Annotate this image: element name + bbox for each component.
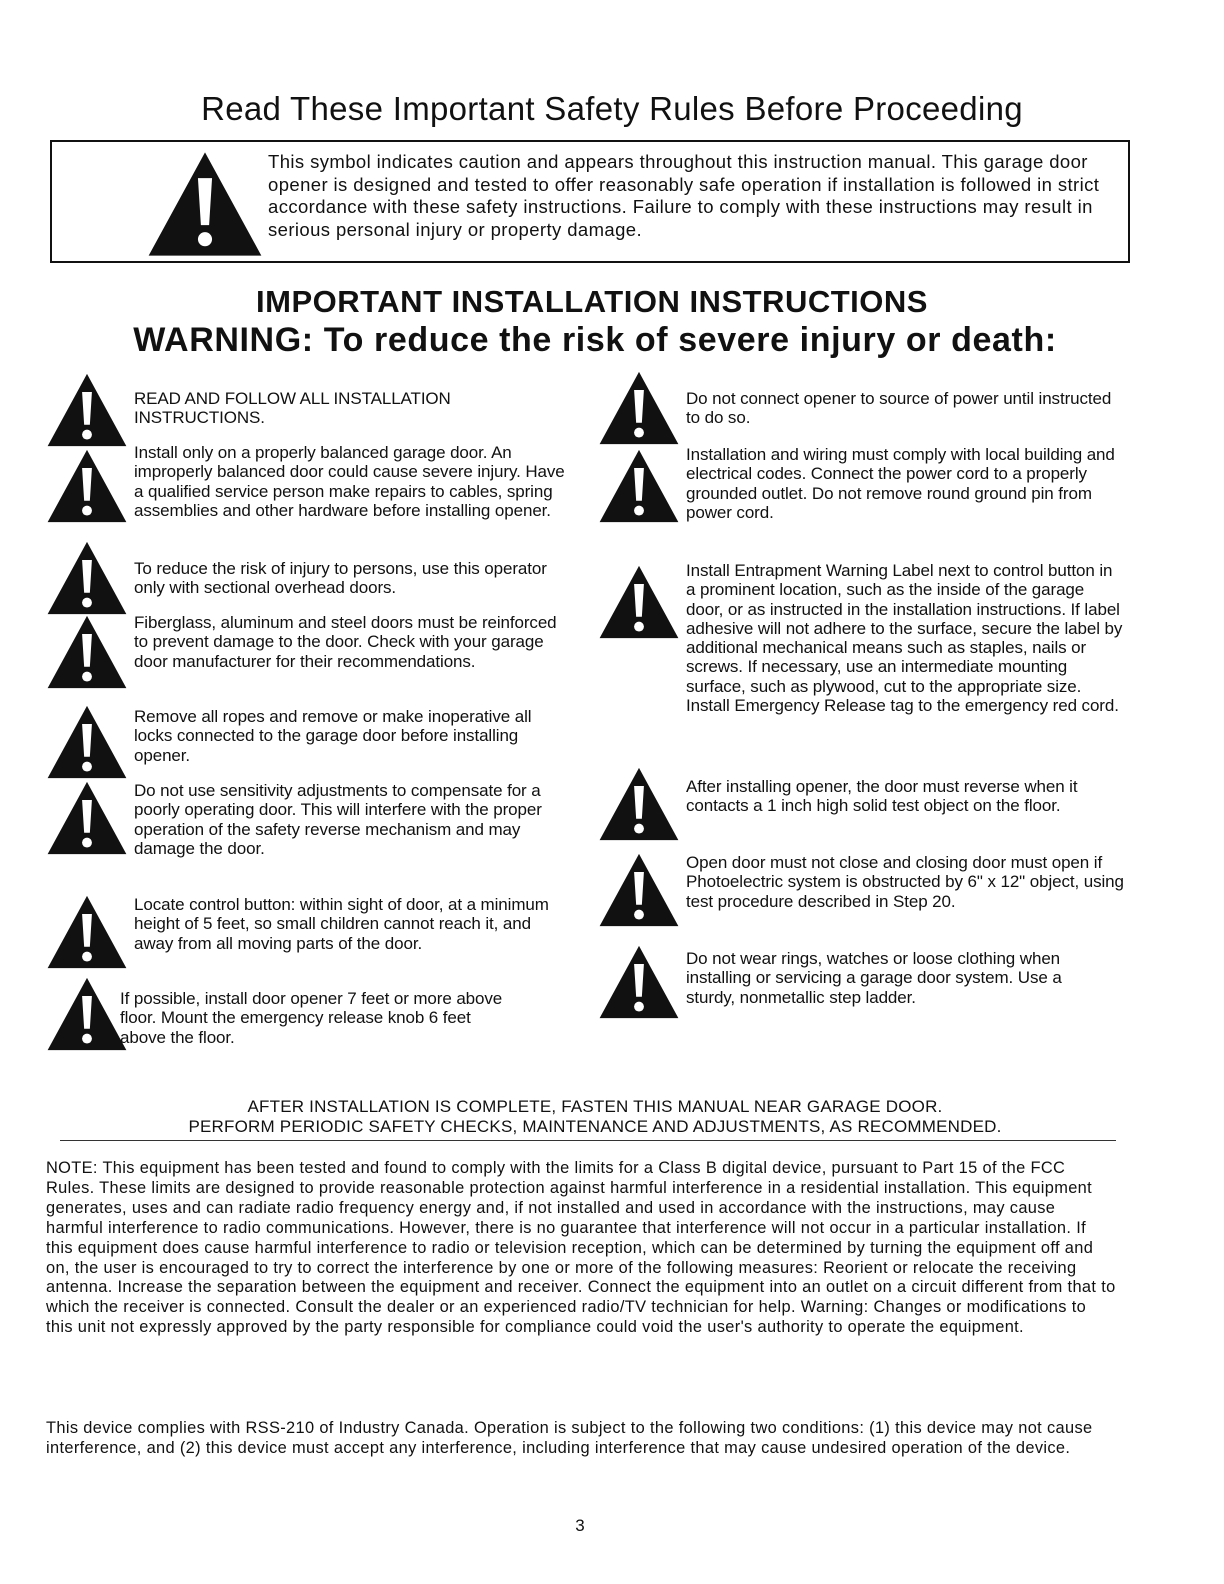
warning-text: After installing opener, the door must reverse when it contacts a 1 inch high solid test object on the floor. bbox=[686, 777, 1078, 816]
warning-text: READ AND FOLLOW ALL INSTALLATION INSTRUCTIONS. bbox=[134, 389, 451, 428]
section-divider bbox=[60, 1140, 1116, 1141]
installation-instructions-heading: IMPORTANT INSTALLATION INSTRUCTIONS bbox=[256, 284, 928, 319]
caution-triangle-icon bbox=[598, 448, 680, 524]
fcc-compliance-note: NOTE: This equipment has been tested and found to comply with the limits for a Class B digital device, pursuant to Part 15 of the FCC Rules. These limits are designed to provide reasonable protection against harmful interference in a residential installation. This equipment generates, uses and can radiate radio frequency energy and, if not installed and used in accordance with the instructions, may cause harmful interference to radio communications. However, there is no guarantee that interference will not occur in a particular installation. If this equipment does cause harmful interference to radio or television reception, which can be determined by turning the equipment off and on, the user is encouraged to try to correct the interference by one or more of the following measures: Reorient or relocate the receiving antenna. Increase the separation between the equipment and receiver. Connect the equipment into an outlet on a circuit different from that to which the receiver is connected. Consult the dealer or an experienced radio/TV technician for help. Warning: Changes or modifications to this unit not expressly approved by the party responsible for compliance could void the user's authority to operate the equipment. bbox=[46, 1159, 1116, 1337]
caution-triangle-icon bbox=[46, 614, 128, 690]
warning-text: Install only on a properly balanced garage door. An improperly balanced door could cause severe injury. Have a qualified service person make repairs to cables, spring assemblies and other hardware before installing opener. bbox=[134, 443, 565, 520]
caution-triangle-icon bbox=[46, 540, 128, 616]
warning-text: Fiberglass, aluminum and steel doors must be reinforced to prevent damage to the door. Check with your garage door manufacturer for their recommendations. bbox=[134, 613, 557, 671]
caution-triangle-icon bbox=[598, 370, 680, 446]
after-installation-notice bbox=[0, 1097, 1190, 1137]
caution-triangle-icon bbox=[142, 150, 268, 258]
warning-text: Do not use sensitivity adjustments to compensate for a poorly operating door. This will interfere with the proper operation of the safety reverse mechanism and may damage the door. bbox=[134, 781, 542, 858]
warning-text: Open door must not close and closing door must open if Photoelectric system is obstructed by 6" x 12" object, using test procedure described in Step 20. bbox=[686, 853, 1124, 911]
caution-triangle-icon bbox=[598, 852, 680, 928]
caution-intro-box bbox=[50, 140, 1130, 263]
caution-intro-text: This symbol indicates caution and appears throughout this instruction manual. This garage door opener is designed and tested to offer reasonably safe operation if installation is followed in strict accordance with these safety instructions. Failure to comply with these instructions may result in serious personal injury or property damage. bbox=[268, 151, 1100, 240]
page-title: Read These Important Safety Rules Before Proceeding bbox=[201, 90, 1023, 127]
caution-triangle-icon bbox=[46, 372, 128, 448]
warning-text: Locate control button: within sight of door, at a minimum height of 5 feet, so small children cannot reach it, and away from all moving parts of the door. bbox=[134, 895, 549, 953]
caution-triangle-icon bbox=[46, 976, 128, 1052]
warning-text: Installation and wiring must comply with local building and electrical codes. Connect the power cord to a properly grounded outlet. Do not remove round ground pin from power cord. bbox=[686, 445, 1115, 522]
warning-text: Install Entrapment Warning Label next to control button in a prominent location, such as the inside of the garage door, or as instructed in the installation instructions. If label adhesive will not adhere to the surface, secure the label by additional mechanical means such as staples, nails or screws. If necessary, use an intermediate mounting surface, such as plywood, cut to the appropriate size. Install Emergency Release tag to the emergency red cord. bbox=[686, 561, 1123, 716]
caution-triangle-icon bbox=[598, 766, 680, 842]
caution-triangle-icon bbox=[46, 448, 128, 524]
warning-text: If possible, install door opener 7 feet or more above floor. Mount the emergency release knob 6 feet above the floor. bbox=[120, 989, 503, 1047]
page-number: 3 bbox=[575, 1516, 585, 1535]
warning-text: Remove all ropes and remove or make inoperative all locks connected to the garage door before installing opener. bbox=[134, 707, 532, 765]
caution-triangle-icon bbox=[598, 944, 680, 1020]
caution-triangle-icon bbox=[46, 704, 128, 780]
warning-heading: WARNING: To reduce the risk of severe injury or death: bbox=[133, 321, 1057, 359]
caution-triangle-icon bbox=[598, 564, 680, 640]
caution-triangle-icon bbox=[46, 894, 128, 970]
caution-triangle-icon bbox=[46, 780, 128, 856]
after-installation-line-2: PERFORM PERIODIC SAFETY CHECKS, MAINTENANCE AND ADJUSTMENTS, AS RECOMMENDED. bbox=[188, 1117, 1002, 1136]
industry-canada-note: This device complies with RSS-210 of Industry Canada. Operation is subject to the following two conditions: (1) this device may not cause interference, and (2) this device must accept any interference, including interference that may cause undesired operation of the device. bbox=[46, 1419, 1093, 1457]
warning-text: To reduce the risk of injury to persons, use this operator only with sectional overhead doors. bbox=[134, 559, 547, 598]
warning-text: Do not wear rings, watches or loose clothing when installing or servicing a garage door system. Use a sturdy, nonmetallic step ladder. bbox=[686, 949, 1062, 1007]
warning-text: Do not connect opener to source of power until instructed to do so. bbox=[686, 389, 1112, 428]
after-installation-line-1: AFTER INSTALLATION IS COMPLETE, FASTEN THIS MANUAL NEAR GARAGE DOOR. bbox=[247, 1097, 943, 1116]
